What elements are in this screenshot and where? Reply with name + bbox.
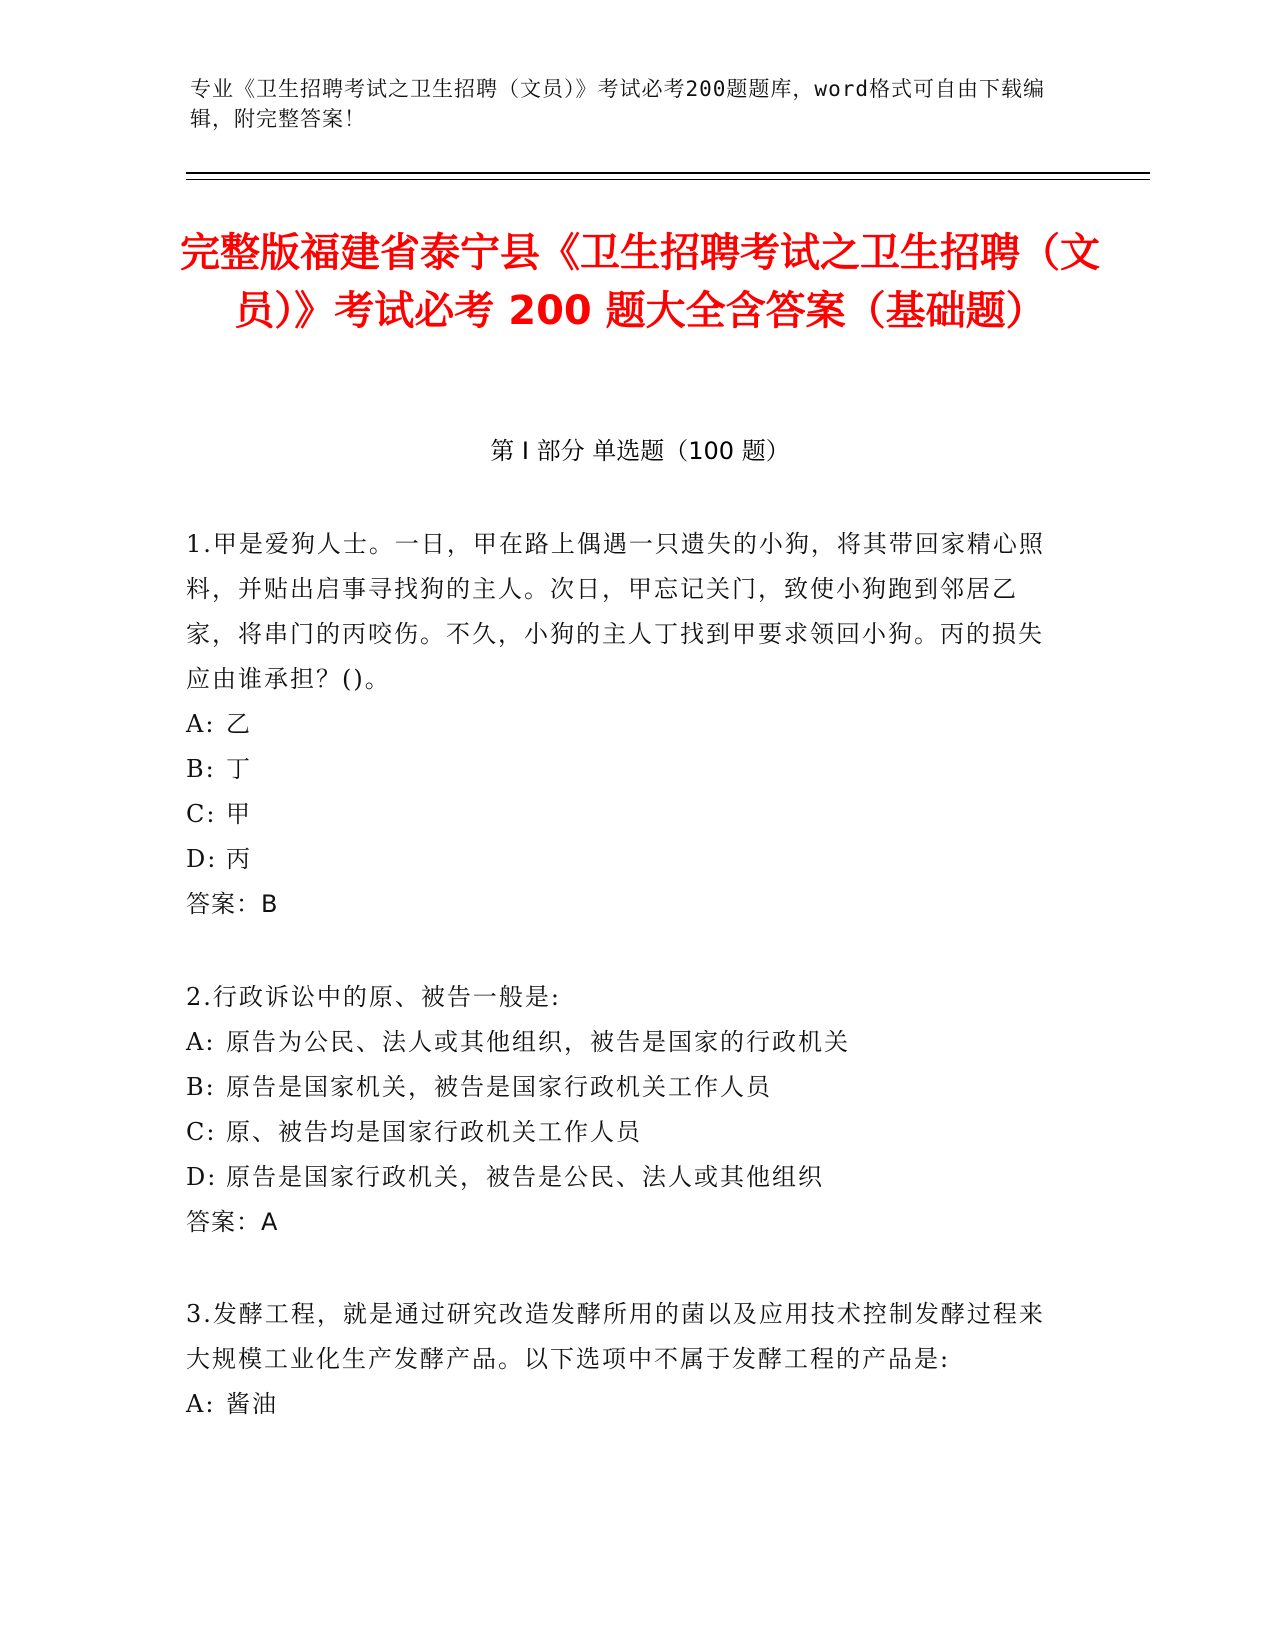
- option-letter: D:: [186, 845, 218, 873]
- answer-line: 答案：B: [186, 890, 279, 918]
- option-b: [186, 1065, 1066, 1110]
- option-text: 原、被告均是国家行政机关工作人员: [226, 1118, 642, 1146]
- option-text: 原告为公民、法人或其他组织，被告是国家的行政机关: [226, 1028, 850, 1056]
- question-block: [186, 522, 1066, 927]
- option-text: 乙: [226, 710, 252, 738]
- document-title: 完整版福建省泰宁县《卫生招聘考试之卫生招聘（文员）》考试必考 200 题大全含答案（基础题）: [180, 230, 1100, 334]
- question-stem: 2.行政诉讼中的原、被告一般是:: [186, 983, 561, 1011]
- header-divider-thin: [186, 179, 1150, 180]
- option-a: [186, 1020, 1066, 1065]
- option-text: 丁: [226, 755, 252, 783]
- option-b: [186, 747, 1066, 792]
- option-letter: A:: [186, 1390, 216, 1418]
- option-text: 丙: [226, 845, 252, 873]
- option-letter: C:: [186, 1118, 217, 1146]
- option-text: 原告是国家行政机关，被告是公民、法人或其他组织: [226, 1163, 824, 1191]
- option-a: [186, 702, 1066, 747]
- option-c: [186, 1110, 1066, 1155]
- header-divider-thick: [186, 172, 1150, 174]
- option-d: [186, 837, 1066, 882]
- option-c: [186, 792, 1066, 837]
- option-a: [186, 1382, 1066, 1427]
- option-text: 原告是国家机关，被告是国家行政机关工作人员: [226, 1073, 772, 1101]
- option-text: 酱油: [226, 1390, 278, 1418]
- option-letter: A:: [186, 1028, 216, 1056]
- answer-line: 答案：A: [186, 1208, 279, 1236]
- question-block: [186, 1292, 1066, 1427]
- question-stem: 1.甲是爱狗人士。一日，甲在路上偶遇一只遗失的小狗，将其带回家精心照料，并贴出启事寻找狗的主人。次日，甲忘记关门，致使小狗跑到邻居乙家，将串门的丙咬伤。不久，小狗的主人丁找到甲要求领回小狗。丙的损失应由谁承担？()。: [186, 530, 1045, 693]
- option-letter: C:: [186, 800, 217, 828]
- question-block: [186, 975, 1066, 1245]
- intro-text: 专业《卫生招聘考试之卫生招聘（文员）》考试必考200题题库，word格式可自由下载编辑，附完整答案！: [190, 77, 1045, 131]
- section-heading: 第 I 部分 单选题（100 题）: [490, 437, 790, 465]
- option-letter: D:: [186, 1163, 218, 1191]
- option-letter: A:: [186, 710, 216, 738]
- option-letter: B:: [186, 755, 216, 783]
- question-stem: 3.发酵工程，就是通过研究改造发酵所用的菌以及应用技术控制发酵过程来大规模工业化生产发酵产品。以下选项中不属于发酵工程的产品是:: [186, 1300, 1045, 1373]
- option-d: [186, 1155, 1066, 1200]
- option-letter: B:: [186, 1073, 216, 1101]
- option-text: 甲: [226, 800, 252, 828]
